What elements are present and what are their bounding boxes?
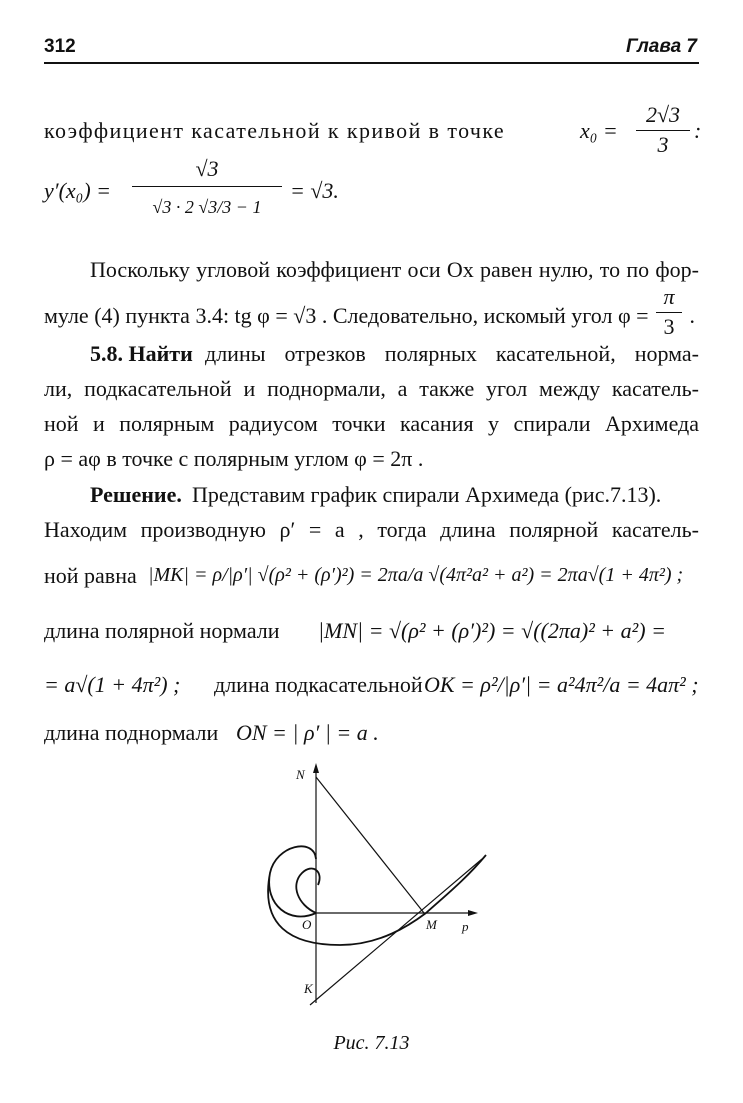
- paragraph-line-1: Поскольку угловой коэффициент оси Ox равен нулю, то по фор-: [90, 257, 699, 282]
- derivative-numerator: √3: [195, 156, 219, 181]
- on-formula: ON = | ρ′ | = a .: [236, 720, 379, 745]
- ok-text: длина подкасательной: [214, 672, 423, 697]
- paragraph-line-2: муле (4) пункта 3.4: tg φ = √3 . Следовательно, искомый угол φ =: [44, 303, 649, 328]
- math-derivative-lhs: y′(x₀) =: [44, 178, 111, 203]
- spiral-figure: [250, 755, 500, 1010]
- solution-label: Решение.: [90, 482, 182, 507]
- ok-formula-a: = a√(1 + 4π²) ;: [44, 672, 181, 697]
- task-line-1: длины отрезков полярных касательной, норма-: [205, 341, 699, 366]
- task-line-3: ной и полярным радиусом точки касания у спирали Архимеда: [44, 411, 699, 436]
- task-number: 5.8. Найти: [90, 341, 193, 366]
- mk-formula: |MK| = ρ/|ρ′| √(ρ² + (ρ′)²) = 2πa/a √(4π²a² + a²) = 2πa√(1 + 4π²) ;: [148, 564, 684, 586]
- on-text: длина поднормали: [44, 720, 219, 745]
- chapter-title: Глава 7: [626, 36, 697, 57]
- mn-text: длина полярной нормали: [44, 618, 280, 643]
- fraction-bar: [636, 130, 690, 131]
- fraction-numerator: π: [663, 284, 675, 309]
- label-p: p: [462, 919, 469, 934]
- figure-caption: Рис. 7.13: [333, 1032, 410, 1054]
- archimedes-spiral: [268, 846, 486, 945]
- fraction-pi-3: [656, 286, 682, 338]
- fraction-denominator: 3: [657, 132, 669, 157]
- derivative-denominator: √3 · 2 √3/3 − 1: [152, 197, 262, 217]
- text-line-1: коэффициент касательной к кривой в точке: [44, 118, 506, 143]
- fraction-x0: [636, 104, 690, 156]
- solution-line-1: Представим график спирали Архимеда (рис.7.13).: [192, 482, 662, 507]
- vertical-axis-arrow: [313, 763, 319, 773]
- fraction-bar: [656, 312, 682, 313]
- polar-axis-arrow: [468, 910, 478, 916]
- task-line-4: ρ = aφ в точке с полярным углом φ = 2π .: [44, 446, 424, 471]
- mn-formula: |MN| = √(ρ² + (ρ′)²) = √((2πa)² + a²) =: [318, 618, 666, 643]
- fraction-denominator: 3: [663, 314, 675, 339]
- label-O: O: [302, 917, 312, 932]
- header-rule: [44, 62, 699, 64]
- math-derivative-rhs: = √3.: [290, 178, 339, 203]
- task-line-2: ли, подкасательной и поднормали, а также угол между касатель-: [44, 376, 699, 401]
- math-x0: x₀ =: [580, 118, 618, 143]
- page-header: [44, 36, 699, 62]
- label-M: M: [426, 917, 437, 932]
- period: .: [690, 303, 696, 328]
- page-number: 312: [44, 36, 76, 57]
- fraction-bar: [132, 186, 282, 187]
- label-K: K: [304, 981, 313, 996]
- mk-text: ной равна: [44, 563, 137, 588]
- fraction-derivative: [132, 158, 282, 248]
- normal-line: [316, 777, 424, 913]
- label-N: N: [296, 767, 305, 782]
- solution-line-2: Находим производную ρ′ = a , тогда длина полярной касатель-: [44, 517, 699, 542]
- colon: :: [694, 118, 702, 143]
- ok-formula-b: OK = ρ²/|ρ′| = a²4π²/a = 4aπ² ;: [424, 672, 699, 697]
- fraction-numerator: 2√3: [645, 102, 681, 127]
